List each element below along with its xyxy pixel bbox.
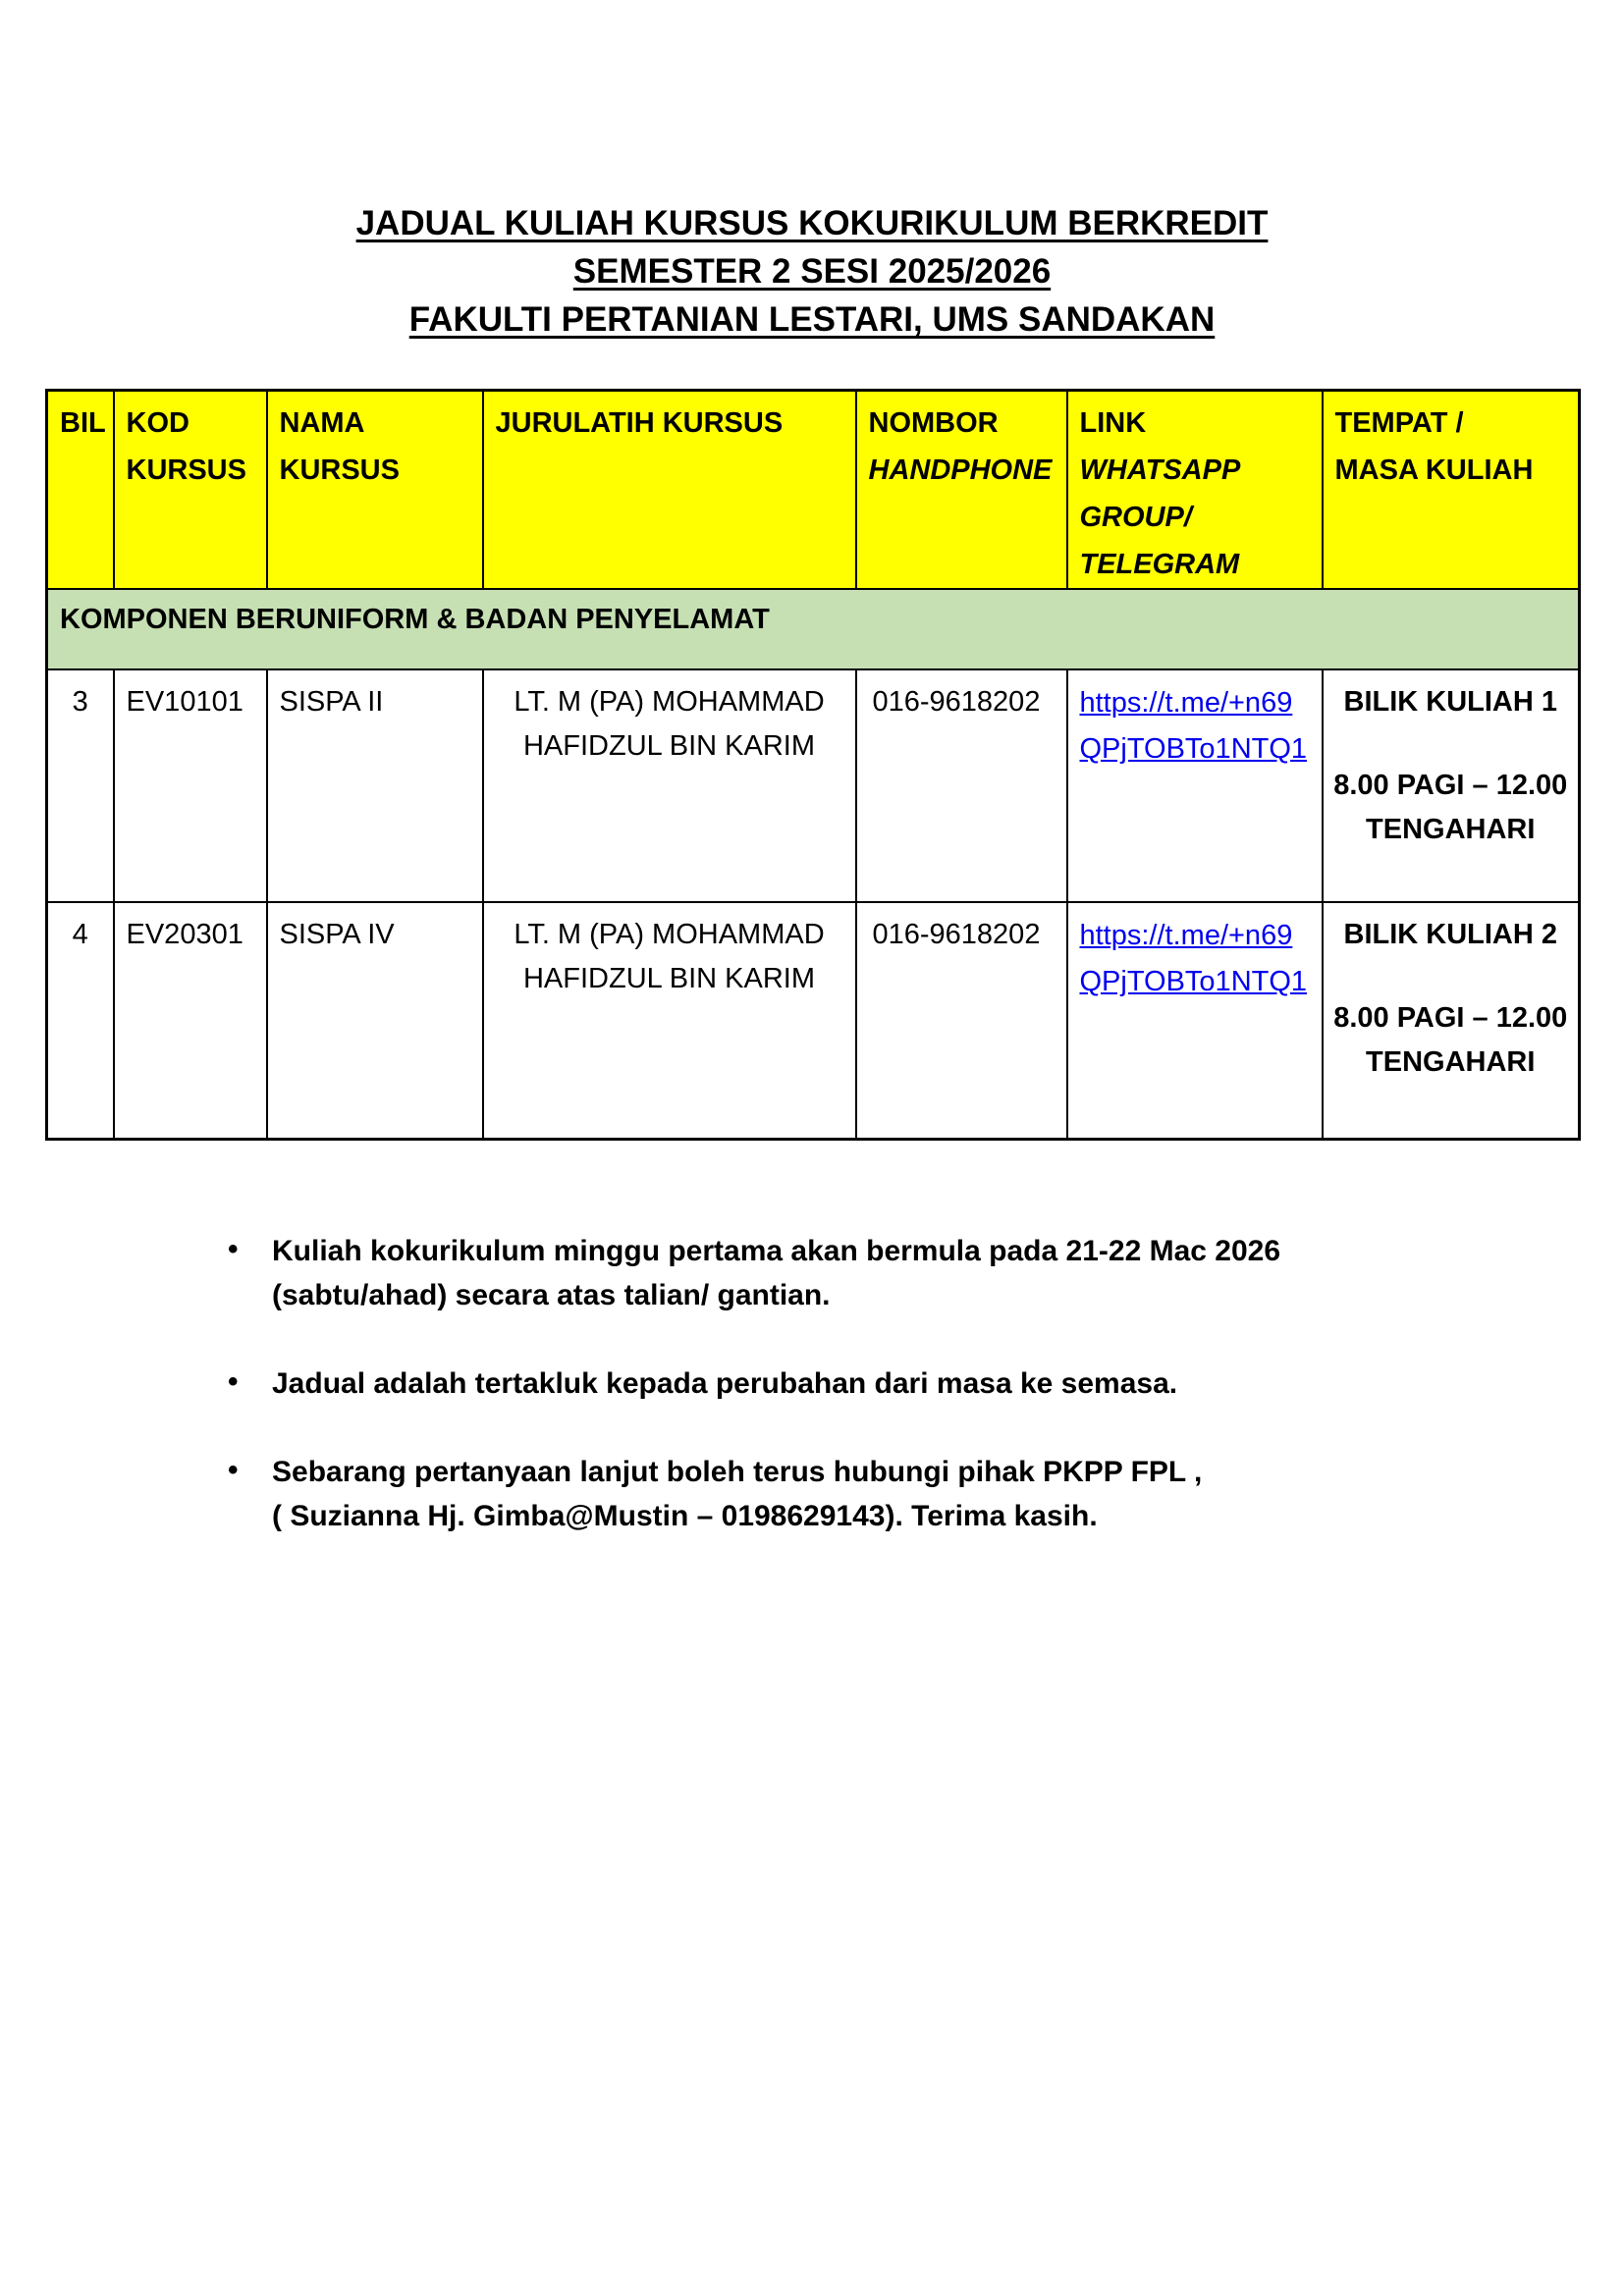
blank-line	[1329, 724, 1573, 764]
cell-nombor-handphone: 016-9618202	[856, 902, 1067, 1140]
header-label: TEMPAT /	[1334, 407, 1464, 439]
course-row-sispa-iv	[47, 902, 1580, 1140]
header-word-italic: WHATSAPP	[1079, 454, 1241, 486]
telegram-group-link[interactable]	[1080, 913, 1314, 1005]
cell-jurulatih-kursus	[483, 669, 856, 902]
note-text	[272, 1450, 1506, 1538]
header-label-italic: HANDPHONE	[868, 454, 1053, 486]
tempat-line: BILIK KULIAH 1	[1343, 686, 1557, 718]
notes-list	[226, 1229, 1506, 1538]
bullet-icon: •	[228, 1233, 239, 1265]
title-line-2: SEMESTER 2 SESI 2025/2026	[572, 252, 1052, 291]
note-line: Sebarang pertanyaan lanjut boleh terus hubungi pihak PKPP FPL ,	[272, 1456, 1203, 1488]
cell-nama-kursus: SISPA IV	[267, 902, 483, 1140]
jurulatih-line: HAFIDZUL BIN KARIM	[522, 963, 815, 994]
cell-link-whatsapp-telegram	[1067, 669, 1323, 902]
header-label: JURULATIH KURSUS	[495, 407, 784, 439]
note-line: Kuliah kokurikulum minggu pertama akan bermula pada 21-22 Mac 2026	[272, 1235, 1281, 1267]
cell-jurulatih-kursus	[483, 902, 856, 1140]
jurulatih-line: LT. M (PA) MOHAMMAD	[514, 919, 825, 950]
column-header-nombor-handphone	[856, 391, 1067, 590]
cell-tempat-masa-kuliah	[1323, 902, 1580, 1140]
header-label	[1080, 400, 1312, 494]
note-text	[272, 1362, 1506, 1406]
tempat-line: BILIK KULIAH 2	[1343, 919, 1557, 950]
note-item-3	[226, 1450, 1506, 1538]
column-header-jurulatih-kursus	[483, 391, 856, 590]
cell-bil: 3	[47, 669, 114, 902]
title-line-1: JADUAL KULIAH KURSUS KOKURIKULUM BERKREDIT	[355, 204, 1269, 242]
cell-kod-kursus: EV20301	[114, 902, 267, 1140]
header-label: KURSUS	[126, 454, 246, 486]
masa-line: TENGAHARI	[1366, 1046, 1536, 1078]
table-header-row	[47, 391, 1580, 590]
cell-nama-kursus: SISPA II	[267, 669, 483, 902]
masa-line: 8.00 PAGI – 12.00	[1333, 1002, 1568, 1034]
note-line: Jadual adalah tertakluk kepada perubahan dari masa ke semasa.	[272, 1367, 1178, 1400]
note-line: (sabtu/ahad) secara atas talian/ gantian.	[272, 1279, 831, 1311]
header-word: LINK	[1079, 407, 1147, 439]
jurulatih-line: HAFIDZUL BIN KARIM	[522, 730, 815, 762]
column-header-kod-kursus	[114, 391, 267, 590]
column-header-bil	[47, 391, 114, 590]
cell-bil: 4	[47, 902, 114, 1140]
cell-tempat-masa-kuliah	[1323, 669, 1580, 902]
title-line-3: FAKULTI PERTANIAN LESTARI, UMS SANDAKAN	[408, 300, 1216, 339]
cell-nombor-handphone: 016-9618202	[856, 669, 1067, 902]
header-label: KURSUS	[279, 454, 400, 486]
bullet-icon: •	[228, 1454, 239, 1486]
header-label-italic: GROUP/	[1079, 502, 1192, 533]
note-text	[272, 1229, 1506, 1317]
note-item-2	[226, 1362, 1506, 1406]
cell-link-whatsapp-telegram	[1067, 902, 1323, 1140]
header-label: NAMA	[279, 407, 365, 439]
header-label: MASA KULIAH	[1334, 454, 1534, 486]
course-row-sispa-ii	[47, 669, 1580, 902]
masa-line: TENGAHARI	[1366, 814, 1536, 845]
blank-line	[1329, 957, 1573, 996]
header-label: NOMBOR	[868, 407, 999, 439]
column-header-nama-kursus	[267, 391, 483, 590]
note-line: ( Suzianna Hj. Gimba@Mustin – 0198629143). Terima kasih.	[272, 1500, 1098, 1532]
document-title	[0, 0, 1624, 344]
link-line: https://t.me/+n69	[1079, 920, 1293, 951]
link-line: QPjTOBTo1NTQ1	[1079, 733, 1308, 765]
telegram-group-link[interactable]	[1080, 680, 1314, 773]
link-line: https://t.me/+n69	[1079, 687, 1293, 719]
header-label: KOD	[126, 407, 189, 439]
section-row	[47, 589, 1580, 669]
jurulatih-line: LT. M (PA) MOHAMMAD	[514, 686, 825, 718]
section-title: KOMPONEN BERUNIFORM & BADAN PENYELAMAT	[47, 589, 1580, 669]
header-label: BIL	[60, 407, 106, 439]
link-line: QPjTOBTo1NTQ1	[1079, 966, 1308, 997]
bullet-icon: •	[228, 1365, 239, 1398]
masa-line: 8.00 PAGI – 12.00	[1333, 770, 1568, 801]
header-label-italic: TELEGRAM	[1079, 549, 1240, 580]
column-header-tempat-masa-kuliah	[1323, 391, 1580, 590]
cell-kod-kursus: EV10101	[114, 669, 267, 902]
schedule-table	[45, 389, 1581, 1141]
column-header-link-whatsapp-telegram	[1067, 391, 1323, 590]
note-item-1	[226, 1229, 1506, 1317]
